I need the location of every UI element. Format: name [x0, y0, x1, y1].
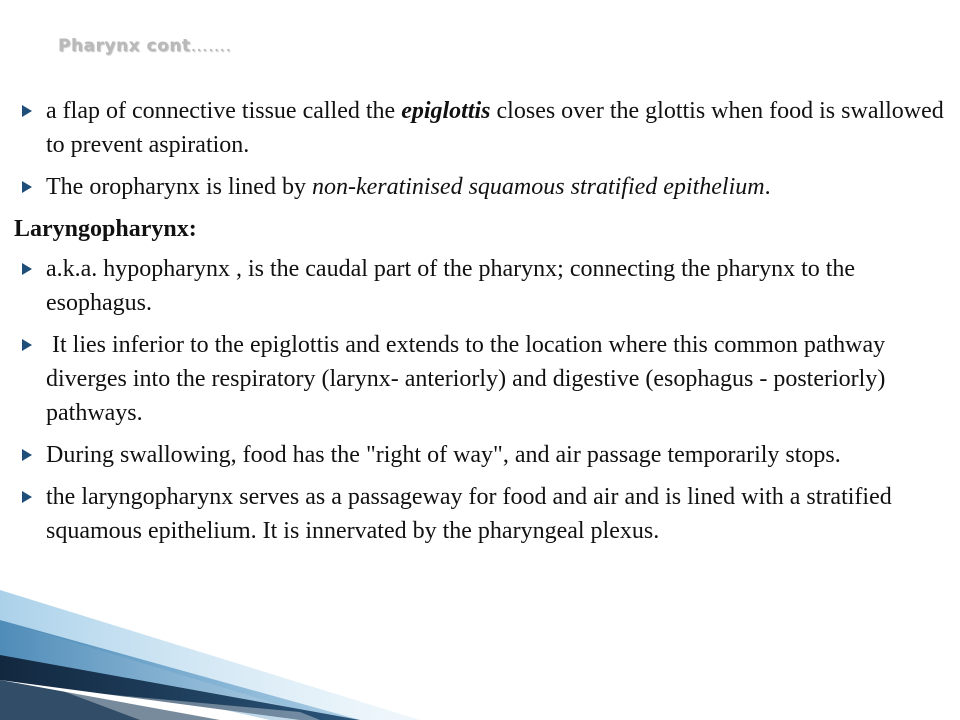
slide-title — [58, 36, 231, 56]
bullet-item-swallowing — [14, 438, 944, 472]
bullet-item-epiglottis — [14, 94, 944, 162]
bullet-text — [46, 98, 944, 158]
stripe-dark — [0, 655, 360, 720]
triangle-bullet-icon — [18, 438, 38, 472]
triangle-bullet-icon — [18, 480, 38, 514]
bullet-text: During swallowing, food has the "right of way", and air passage temporarily stops. — [46, 442, 841, 468]
bullet-text-emphasis: non-keratinised squamous stratified epithelium — [311, 174, 765, 200]
triangle-bullet-icon — [18, 252, 38, 286]
triangle-bullet-icon — [18, 94, 38, 128]
bullet-text: a.k.a. hypopharynx , is the caudal part of the pharynx; connecting the pharynx to the esophagus. — [46, 256, 856, 316]
bullet-item-passageway — [14, 480, 944, 548]
bullet-text-emphasis: epiglottis — [401, 98, 491, 124]
slide-content — [14, 94, 944, 556]
section-heading: Laryngopharynx: — [14, 216, 197, 242]
triangle-bullet-icon — [18, 328, 38, 362]
bullet-item-hypopharynx — [14, 252, 944, 320]
bullet-text-part: The oropharynx is lined by — [46, 174, 312, 200]
slide-title-text: Pharynx cont — [58, 36, 191, 56]
stripe-light — [0, 590, 420, 720]
slide-title-dots: ……. — [190, 36, 232, 56]
stripe-deep — [0, 680, 220, 720]
bullet-text: It lies inferior to the epiglottis and extends to the location where this common pathway diverges into the respiratory (larynx- anteriorly) and digestive (esophagus - posteriorly) pathways. — [46, 332, 892, 426]
stripe-mid — [0, 620, 360, 720]
stripe-highlight — [60, 690, 320, 720]
bullet-item-oropharynx — [14, 170, 944, 204]
bullet-text — [46, 174, 771, 200]
bullet-item-location — [14, 328, 944, 430]
triangle-bullet-icon — [18, 170, 38, 204]
bullet-text-part: a flap of connective tissue called the — [46, 98, 402, 124]
bullet-text-part: closes over the glottis when food is swallowed to prevent aspiration. — [46, 98, 944, 158]
bullet-text: the laryngopharynx serves as a passageway for food and air and is lined with a stratified squamous epithelium. It is innervated by the pharyngeal plexus. — [46, 484, 892, 544]
bullet-text-part: . — [764, 174, 771, 200]
